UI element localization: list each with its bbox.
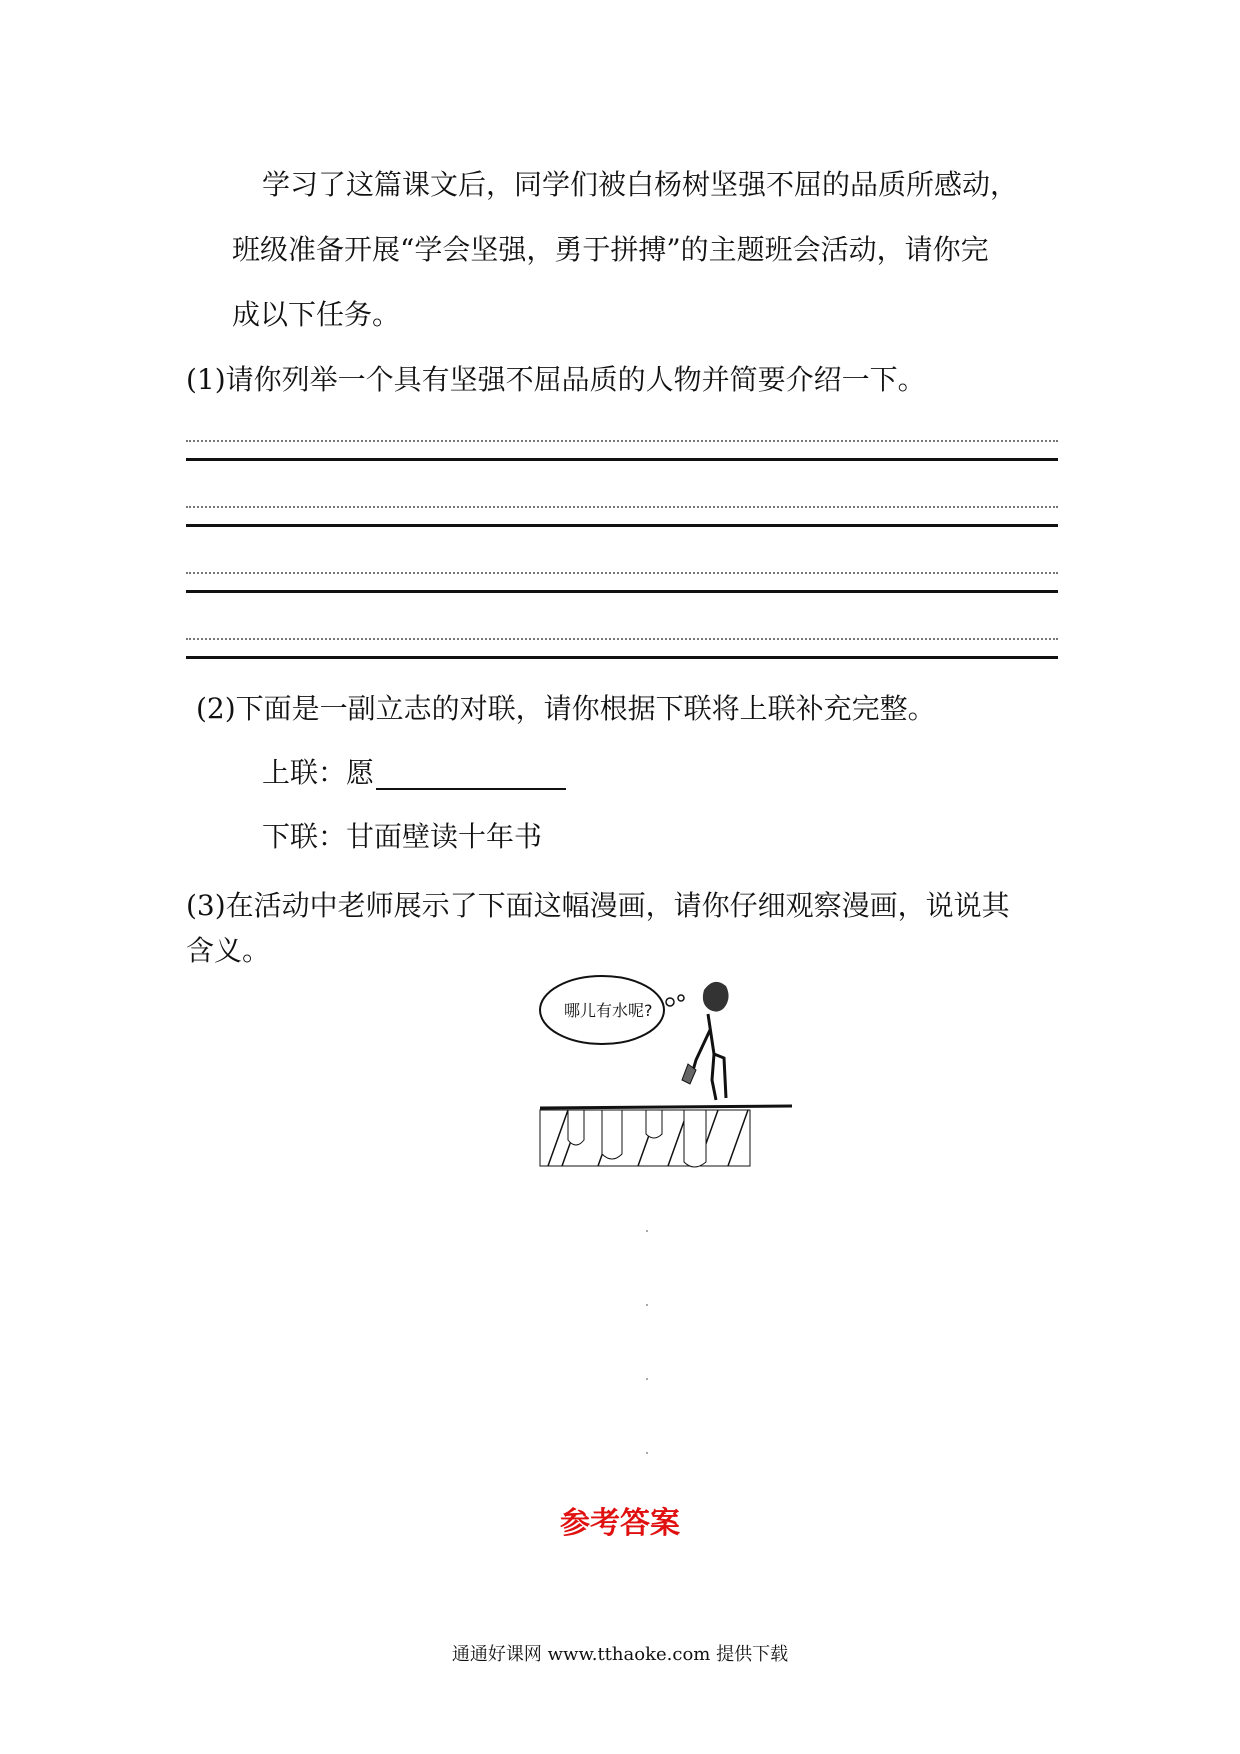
answer-line-2[interactable]: [186, 524, 1058, 527]
ground-surface: [540, 1106, 792, 1108]
answer-line-4[interactable]: [186, 656, 1058, 659]
answer-title: 参考答案: [560, 1506, 680, 1541]
couplet-upper: [262, 756, 566, 790]
footer: 通通好课网 www.tthaoke.com 提供下载: [451, 1644, 789, 1665]
stray-mark-3: [646, 1378, 648, 1380]
intro-line-1: 学习了这篇课文后，同学们被白杨树坚强不屈的品质所感动，: [262, 168, 1019, 201]
answer-guide-dots-2: [186, 506, 1058, 508]
question-2: (2)下面是一副立志的对联，请你根据下联将上联补充完整。: [196, 692, 936, 725]
cartoon: [538, 970, 794, 1170]
answer-guide-dots-1: [186, 440, 1058, 442]
intro-line-2: 班级准备开展“学会坚强，勇于拼搏”的主题班会活动，请你完: [232, 233, 989, 266]
question-1: (1)请你列举一个具有坚强不屈品质的人物并简要介绍一下。: [186, 363, 926, 396]
answer-guide-dots-4: [186, 638, 1058, 640]
person-figure: [703, 982, 729, 1012]
question-3-line-2: 含义。: [186, 934, 271, 967]
stray-mark-2: [646, 1304, 648, 1306]
dug-hole-1: [568, 1110, 584, 1145]
stray-mark-1: [646, 1230, 648, 1232]
answer-line-1[interactable]: [186, 458, 1058, 461]
dug-hole-3: [646, 1110, 662, 1138]
question-3-line-1: (3)在活动中老师展示了下面这幅漫画，请你仔细观察漫画，说说其: [186, 889, 1010, 922]
dug-hole-4: [684, 1110, 706, 1167]
couplet-upper-blank[interactable]: [376, 760, 566, 790]
cartoon-drawing: [538, 970, 794, 1170]
couplet-upper-label: 上联：愿: [262, 756, 375, 789]
intro-line-3: 成以下任务。: [232, 298, 401, 331]
answer-line-3[interactable]: [186, 590, 1058, 593]
stray-mark-4: [646, 1452, 648, 1454]
speech-text: 哪儿有水呢?: [564, 1001, 653, 1020]
couplet-lower: 下联：甘面壁读十年书: [262, 820, 543, 853]
answer-guide-dots-3: [186, 572, 1058, 574]
dug-hole-2: [602, 1110, 622, 1159]
